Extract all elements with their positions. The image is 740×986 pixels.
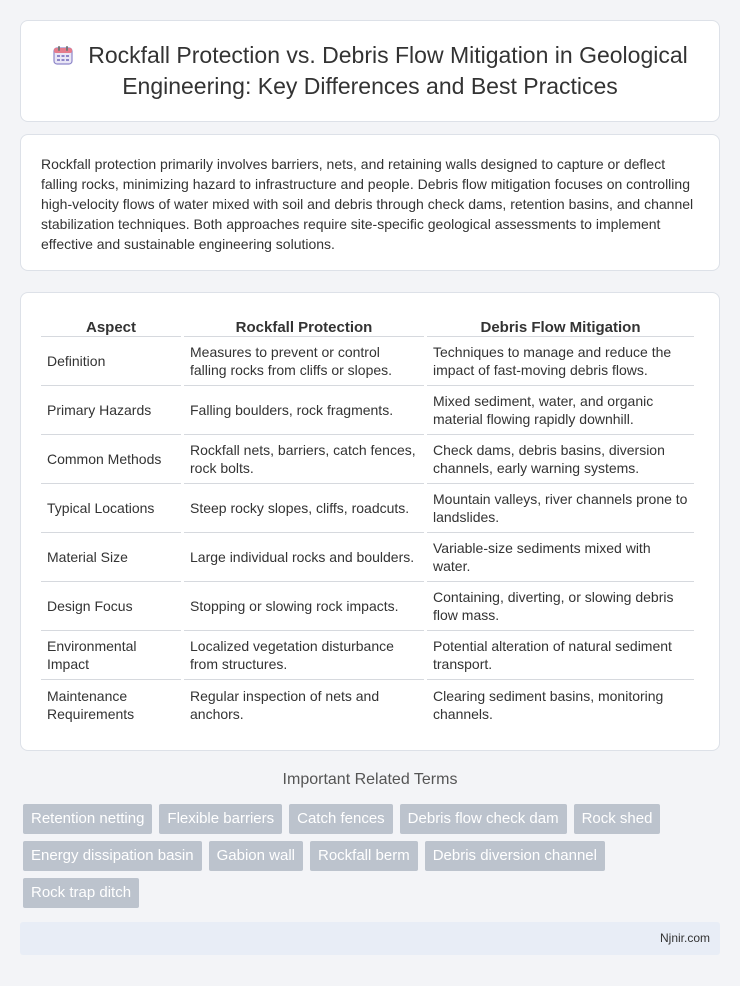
aspect-cell: Maintenance Requirements — [47, 687, 135, 722]
summary-text: Rockfall protection primarily involves barriers, nets, and retaining walls designed to capture or deflect falling rocks, minimizing hazard to infrastructure and people. Debris flow mitigation focuses on controlling high-velocity flows of water mixed with soil and debris through check dams, retention basins, and channel stabilization techniques. Both approaches require site-specific geological assessments to implement effective and sustainable engineering solutions. — [41, 156, 694, 252]
aspect-cell: Typical Locations — [41, 484, 181, 533]
rockfall-cell: Large individual rocks and boulders. — [184, 533, 424, 582]
page-title — [51, 40, 689, 102]
aspect-cell: Material Size — [41, 533, 181, 582]
header-aspect: Aspect — [41, 315, 181, 337]
related-term-tag[interactable]: Debris diversion channel — [425, 841, 605, 871]
debris-cell: Potential alteration of natural sediment transport. — [427, 631, 694, 680]
header-debris: Debris Flow Mitigation — [427, 315, 694, 337]
related-term-tag[interactable]: Energy dissipation basin — [23, 841, 202, 871]
related-term-tag[interactable]: Debris flow check dam — [400, 804, 567, 834]
debris-cell: Containing, diverting, or slowing debris flow mass. — [427, 582, 694, 631]
table-row — [41, 680, 694, 729]
debris-cell: Mountain valleys, river channels prone to landslides. — [427, 484, 694, 533]
debris-cell: Techniques to manage and reduce the impact of fast-moving debris flows. — [427, 337, 694, 386]
comparison-table — [38, 315, 697, 729]
summary-card — [20, 134, 720, 271]
aspect-cell: Common Methods — [41, 435, 181, 484]
table-row — [41, 386, 694, 435]
debris-cell: Clearing sediment basins, monitoring channels. — [433, 687, 664, 722]
table-row — [41, 631, 694, 680]
aspect-cell: Design Focus — [41, 582, 181, 631]
calendar-icon — [52, 43, 74, 65]
related-terms-heading: Important Related Terms — [282, 771, 458, 788]
related-term-tag[interactable]: Gabion wall — [209, 841, 303, 871]
aspect-cell: Environmental Impact — [41, 631, 181, 680]
rockfall-cell: Falling boulders, rock fragments. — [184, 386, 424, 435]
rockfall-cell: Measures to prevent or control falling rocks from cliffs or slopes. — [184, 337, 424, 386]
table-row — [41, 337, 694, 386]
related-term-tag[interactable]: Retention netting — [23, 804, 152, 834]
related-term-tag[interactable]: Rock trap ditch — [23, 878, 139, 908]
debris-cell: Check dams, debris basins, diversion channels, early warning systems. — [427, 435, 694, 484]
related-term-tag[interactable]: Rockfall berm — [310, 841, 418, 871]
page-title-text: Rockfall Protection vs. Debris Flow Mitigation in Geological Engineering: Key Differences and Best Practices — [88, 42, 688, 99]
aspect-cell: Definition — [41, 337, 181, 386]
related-terms-list — [23, 804, 723, 908]
header-rockfall: Rockfall Protection — [184, 315, 424, 337]
footer-site-link[interactable]: Njnir.com — [659, 931, 710, 945]
table-row — [41, 484, 694, 533]
rockfall-cell: Rockfall nets, barriers, catch fences, rock bolts. — [184, 435, 424, 484]
title-card — [20, 20, 720, 122]
table-row — [41, 435, 694, 484]
rockfall-cell: Stopping or slowing rock impacts. — [184, 582, 424, 631]
table-row — [41, 582, 694, 631]
comparison-card — [20, 292, 720, 751]
related-term-tag[interactable]: Flexible barriers — [159, 804, 282, 834]
table-row — [41, 533, 694, 582]
table-header-row — [41, 315, 694, 337]
rockfall-cell: Steep rocky slopes, cliffs, roadcuts. — [184, 484, 424, 533]
rockfall-cell: Regular inspection of nets and anchors. — [190, 687, 380, 722]
debris-cell: Mixed sediment, water, and organic material flowing rapidly downhill. — [427, 386, 694, 435]
debris-cell: Variable-size sediments mixed with water. — [427, 533, 694, 582]
rockfall-cell: Localized vegetation disturbance from structures. — [184, 631, 424, 680]
footer — [20, 922, 720, 955]
related-term-tag[interactable]: Catch fences — [289, 804, 393, 834]
aspect-cell: Primary Hazards — [41, 386, 181, 435]
related-term-tag[interactable]: Rock shed — [574, 804, 661, 834]
